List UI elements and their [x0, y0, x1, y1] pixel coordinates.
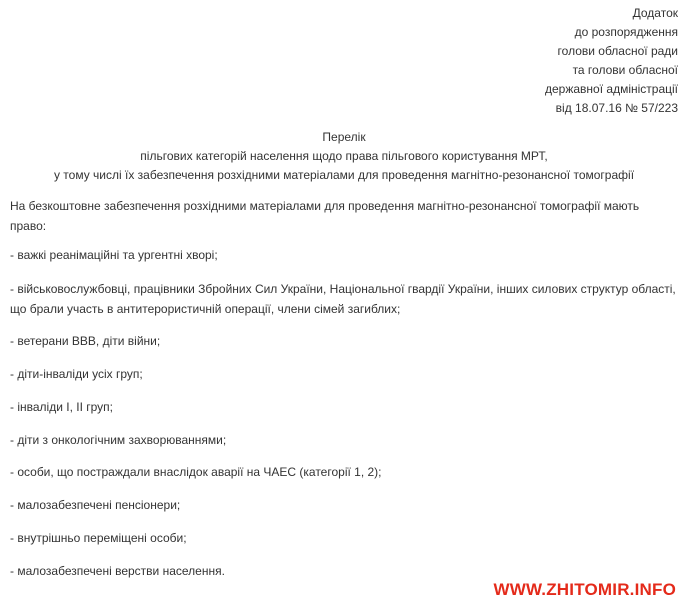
- appendix-line: державної адміністрації: [545, 82, 678, 96]
- appendix-line: та голови обласної: [572, 63, 678, 77]
- appendix-line: голови обласної ради: [557, 44, 678, 58]
- document-title: [0, 128, 688, 185]
- appendix-line: до розпорядження: [574, 25, 678, 39]
- list-item: - важкі реанімаційні та ургентні хворі;: [10, 248, 218, 262]
- site-watermark: WWW.ZHITOMIR.INFO: [493, 580, 676, 599]
- list-item: - діти з онкологічним захворюваннями;: [10, 433, 227, 447]
- appendix-line: від 18.07.16 № 57/223: [555, 101, 678, 115]
- appendix-header: [545, 4, 678, 118]
- list-item: - військовослужбовці, працівники Збройних Сил України, Національної гвардії України, інших силових структур області, що брали участь в антитерористичній операції, члени сімей загиблих;: [10, 282, 676, 316]
- title-line: пільгових категорій населення щодо права пільгового користування МРТ,: [140, 149, 548, 163]
- title-line: у тому числі їх забезпечення розхідними матеріалами для проведення магнітно-резонансної томографії: [53, 168, 635, 182]
- list-item: - інваліди І, ІІ груп;: [10, 400, 113, 414]
- intro-paragraph: На безкоштовне забезпечення розхідними матеріалами для проведення магнітно-резонансної томографії мають право:: [10, 199, 640, 233]
- title-line: Перелік: [322, 130, 366, 144]
- appendix-line: Додаток: [632, 6, 678, 20]
- list-item: - малозабезпечені верстви населення.: [10, 564, 225, 578]
- list-item: - ветерани ВВВ, діти війни;: [10, 334, 161, 348]
- list-item: - малозабезпечені пенсіонери;: [10, 498, 181, 512]
- list-item: - діти-інваліди усіх груп;: [10, 367, 143, 381]
- list-item: - внутрішньо переміщені особи;: [10, 531, 187, 545]
- list-item: - особи, що постраждали внаслідок аварії на ЧАЕС (категорії 1, 2);: [10, 465, 382, 479]
